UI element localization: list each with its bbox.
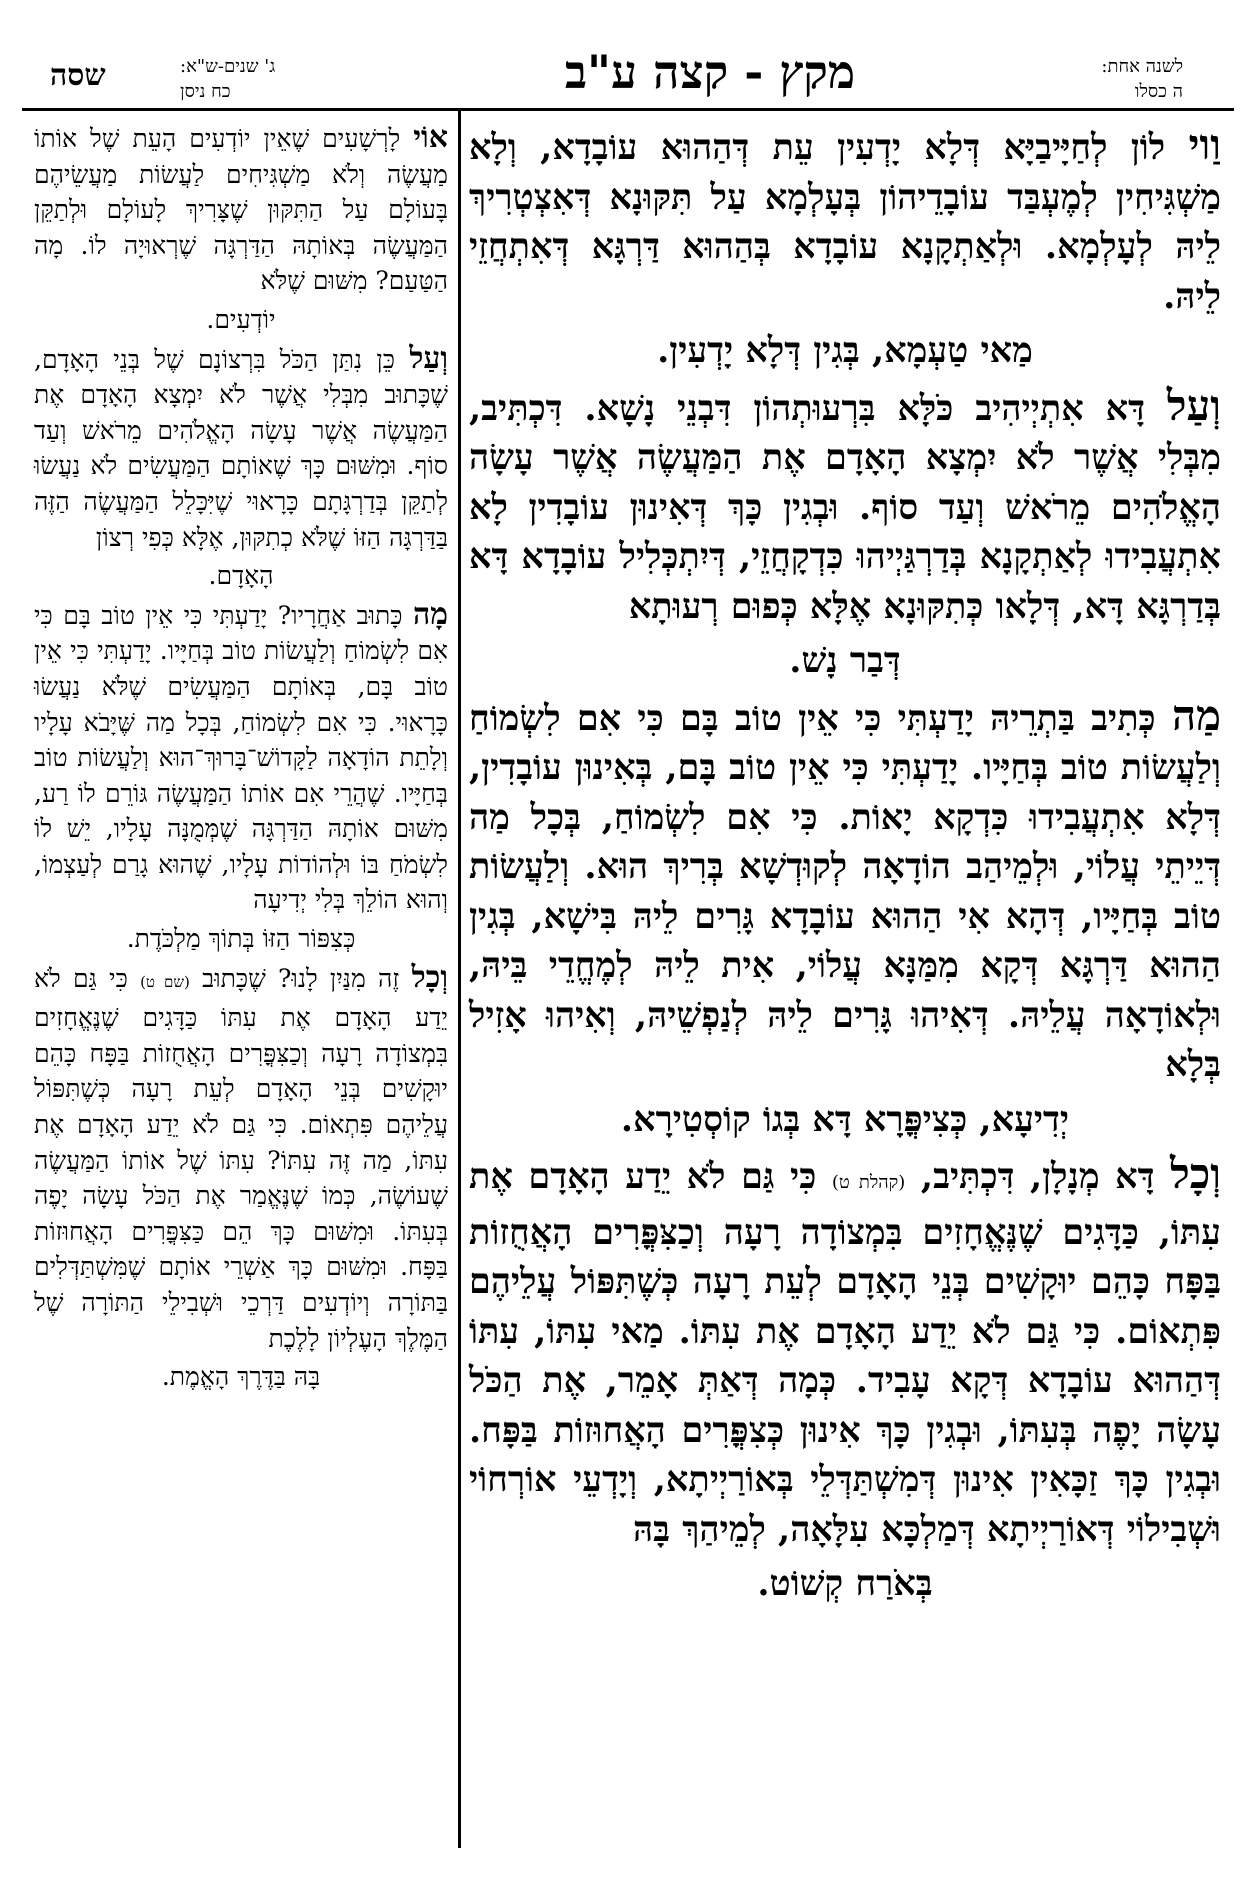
opening-word: וְעַל: [1166, 380, 1221, 430]
paragraph-closing-line: בָּהּ בַּדֶּרֶךְ הָאֱמֶת.: [161, 1362, 321, 1392]
main-paragraph: [469, 691, 1221, 1090]
main-paragraph: [469, 120, 1221, 321]
side-paragraph: [34, 597, 448, 918]
opening-word: וְכָל: [1170, 1149, 1221, 1198]
header-divider: [22, 108, 1234, 111]
paragraph-text: לוֹן לְחַיָּיבַיָּא דְּלָא יָדְעִין עֵת דְּהַהוּא עוֹבָדָא, וְלָא מַשְׁגִּיחִין לְמֶעְבַּד עוֹבָדֵיהוֹן בְּעָלְמָא עַל תִּקּוּנָא דְּאִצְטְרִיךְ לֵיהּ לְעָלְמָא. וּלְאַתְקָנָא עוֹבָדָא בְּהַהוּא דַּרְגָּא דְּאִתְחֲזֵי לֵיהּ.: [469, 127, 1221, 317]
header-one-year-date: ה כסלו: [1134, 80, 1183, 102]
header-right-dates: [993, 58, 1183, 108]
paragraph-closing-line: יְדִיעָא, כְּצִיפֳּרָא דָּא בְּגוֹ קוֹסְטִירָא.: [620, 1098, 1070, 1140]
paragraph-text: דָּא אִתְיְיהִיב כֹּלָּא בִּרְעוּתְהוֹן דִּבְנֵי נָשָׁא. דִּכְתִּיב, מִבְּלִי אֲשֶׁר לֹא יִמְצָא הָאָדָם אֶת הַמַּעֲשֶׂה אֲשֶׁר עָשָׂה הָאֱלֹהִים מֵרֹאשׁ וְעַד סוֹף. וּבְגִין כָּךְ דְּאִינוּן עוֹבָדִין לָא אִתְעֲבִידוּ לְאַתְקָנָא בְּדַרְגַּיְיהוּ כִּדְקָחֲזֵי, דְּיִתְכְּלִיל עוֹבָדָא דָּא בְּדַרְגָּא דָּא, דְּלָאו כְּתִקּוּנָא אֶלָּא כְּפוּם רְעוּתָא: [469, 387, 1221, 627]
page-number: שסה: [50, 58, 106, 93]
opening-word: וְכָל: [411, 959, 448, 995]
header-three-years-date: כח ניסן: [180, 80, 231, 102]
paragraph-closing-line: בְּאֹרַח קְשׁוֹט.: [757, 1563, 933, 1604]
main-column-aramaic: [469, 120, 1221, 1614]
main-paragraph: [469, 1149, 1221, 1554]
opening-word: מָה: [412, 596, 449, 632]
main-paragraph: [469, 381, 1221, 632]
paragraph-closing-line: דְּבַר נָשׁ.: [789, 640, 901, 681]
header-left-dates: [180, 58, 390, 108]
side-paragraph: [34, 341, 448, 556]
paragraph-text: כֵּן נִתַּן הַכֹּל בִּרְצוֹנָם שֶׁל בְּנֵי הָאָדָם, שֶׁכָּתוּב מִבְּלִי אֲשֶׁר לֹא יִמְצָא הָאָדָם אֶת הַמַּעֲשֶׂה אֲשֶׁר עָשָׂה הָאֱלֹהִים מֵרֹאשׁ וְעַד סוֹף. וּמִשּׁוּם כָּךְ שֶׁאוֹתָם הַמַּעֲשִׂים לֹא נַעֲשׂוּ לְתַקֵּן בְּדַרְגָּתָם כָּרָאוּי שֶׁיִּכָּלֵל הַמַּעֲשֶׂה הַזֶּה בַּדַּרְגָּה הַזּוֹ שֶׁלֹּא כְתִקּוּן, אֶלָּא כְּפִי רְצוֹן: [34, 344, 448, 552]
paragraph-text: כְּתִיב בַּתְרֵיהּ יָדַעְתִּי כִּי אֵין טוֹב בָּם כִּי אִם לִשְׂמוֹחַ וְלַעֲשׂוֹת טוֹב בְּחַיָּיו. יָדַעְתִּי כִּי אֵין טוֹב בָּם, בְּאִינוּן עוֹבָדִין, דְּלָא אִתְעֲבִידוּ כִּדְקָא יָאוֹת. כִּי אִם לִשְׂמוֹחַ, בְּכָל מַה דְּיֵיתֵי עֲלוֹי, וּלְמֵיהַב הוֹדָאָה לְקוּדְשָׁא בְּרִיךְ הוּא. וְלַעֲשׂוֹת טוֹב בְּחַיָּיו, דְּהָא אִי הַהוּא עוֹבָדָא גָּרִים לֵיהּ בִּישָׁא, בְּגִין הַהוּא דַּרְגָּא דְּקָא מִמַּנָּא עֲלוֹי, אִית לֵיהּ לְמֶחֱדֵי בֵּיהּ, וּלְאוֹדָאָה עֲלֵיהּ. דְּאִיהוּ גָּרִים לֵיהּ לְנַפְשֵׁיהּ, וְאִיהוּ אָזִיל בְּלָא: [469, 697, 1221, 1085]
opening-word: וְעַל: [409, 340, 448, 376]
side-paragraph: [34, 120, 448, 299]
verse-reference: (קהלת ט): [831, 1172, 906, 1193]
paragraph-closing-line: מַאי טַעְמָא, בְּגִין דְּלָא יָדְעִין.: [657, 330, 1033, 371]
paragraph-text: כִּי גַּם לֹא יֵדַע הָאָדָם אֶת עִתּוֹ, כַּדָּגִים שֶׁנֶּאֱחָזִים בִּמְצוֹדָה רָעָה וְכַצִּפֳּרִים הָאֲחֻזוֹת בַּפָּח כָּהֵם יוּקָשִׁים בְּנֵי הָאָדָם לְעֵת רָעָה כְּשֶׁתִּפּוֹל עֲלֵיהֶם פִּתְאוֹם. כִּי גַּם לֹא יֵדַע הָאָדָם אֶת עִתּוֹ. מַאי עִתּוֹ, עִתּוֹ דְּהַהוּא עוֹבָדָא דְּקָא עָבִיד. כְּמָה דְּאַתְּ אָמֵר, אֶת הַכֹּל עָשָׂה יָפֶה בְּעִתּוֹ, וּבְגִין כָּךְ אִינוּן כְּצִפֳּרִים הָאֲחוּזוֹת בַּפָּח. וּבְגִין כָּךְ זַכָּאִין אִינוּן דְּמִשְׁתַּדְּלֵי בְּאוֹרַיְיתָא, וְיָדְעֵי אוֹרְחוֹי וּשְׁבִילוֹי דְּאוֹרַיְיתָא דְּמַלְכָּא עִלָּאָה, לְמֵיהַךְ בָּהּ: [469, 1156, 1221, 1550]
paragraph-text: דָּא מְנָלָן, דִּכְתִּיב,: [920, 1156, 1155, 1197]
header-three-years-label: ג' שנים-ש"א:: [180, 56, 276, 77]
opening-word: אוֹי: [413, 120, 448, 155]
column-divider: [458, 108, 461, 1848]
verse-reference: (שם ט): [140, 972, 190, 991]
paragraph-closing-line: הָאָדָם.: [208, 561, 274, 591]
side-column-hebrew: [34, 120, 448, 1398]
header-one-year-label: לשנה אחת:: [1101, 56, 1183, 77]
paragraph-text: כִּי גַּם לֹא יֵדַע הָאָדָם אֶת עִתּוֹ כַּדָּגִים שֶׁנֶּאֱחָזִים בִּמְצוֹדָה רָעָה וְכַצִּפֳּרִים הָאֲחֻזוֹת בַּפָּח כָּהֵם יוּקָשִׁים בְּנֵי הָאָדָם לְעֵת רָעָה כְּשֶׁתִּפּוֹל עֲלֵיהֶם פִּתְאוֹם. כִּי גַּם לֹא יֵדַע הָאָדָם אֶת עִתּוֹ, מַה זֶּה עִתּוֹ? עִתּוֹ שֶׁל אוֹתוֹ הַמַּעֲשֶׂה שֶׁעוֹשֶׂה, כְּמוֹ שֶׁנֶּאֱמַר אֶת הַכֹּל עָשָׂה יָפֶה בְּעִתּוֹ. וּמִשּׁוּם כָּךְ הֵם כַּצִּפֳּרִים הָאֲחוּזוֹת בַּפָּח. וּמִשּׁוּם כָּךְ אַשְׁרֵי אוֹתָם שֶׁמִּשְׁתַּדְּלִים בַּתּוֹרָה וְיוֹדְעִים דַּרְכֵי וּשְׁבִילֵי הַתּוֹרָה שֶׁל הַמֶּלֶךְ הָעֶלְיוֹן לָלֶכֶת: [34, 963, 448, 1353]
paragraph-closing-line: יוֹדְעִים.: [206, 304, 276, 334]
side-paragraph: [34, 960, 448, 1357]
opening-word: מַה: [1171, 690, 1221, 740]
paragraph-text: כָּתוּב אַחֲרָיו? יָדַעְתִּי כִּי אֵין טוֹב בָּם כִּי אִם לִשְׂמוֹחַ וְלַעֲשׂוֹת טוֹב בְּחַיָּיו. יָדַעְתִּי כִּי אֵין טוֹב בָּם, בְּאוֹתָם הַמַּעֲשִׂים שֶׁלֹּא נַעֲשׂוּ כָּרָאוּי. כִּי אִם לִשְׂמוֹחַ, בְּכָל מַה שֶּׁיָּבֹא עָלָיו וְלָתֵת הוֹדָאָה לַקָּדוֹשׁ־בָּרוּךְ־הוּא וְלַעֲשׂוֹת טוֹב בְּחַיָּיו. שֶׁהֲרֵי אִם אוֹתוֹ הַמַּעֲשֶׂה גּוֹרֵם לוֹ רַע, מִשּׁוּם אוֹתָהּ הַדַּרְגָּה שֶׁמְּמֻנָּה עָלָיו, יֵשׁ לוֹ לִשְׂמֹחַ בּוֹ וּלְהוֹדוֹת עָלָיו, שֶׁהוּא גָרַם לְעַצְמוֹ, וְהוּא הוֹלֵךְ בְּלִי יְדִיעָה: [34, 600, 448, 915]
paragraph-closing-line: כְּצִפּוֹר הַזּוֹ בְּתוֹךְ מַלְכֹּדֶת.: [126, 924, 356, 954]
paragraph-text: זֶה מִנַּיִן לָנוּ? שֶׁכָּתוּב: [202, 963, 400, 993]
opening-word: וַוי: [1188, 120, 1221, 169]
page-title: מקץ - קצה ע"ב: [564, 45, 856, 99]
paragraph-text: לָרְשָׁעִים שֶׁאֵין יוֹדְעִים הָעֵת שֶׁל אוֹתוֹ מַעֲשֶׂה וְלֹא מַשְׁגִּיחִים לַעֲשׂוֹת מַעֲשֵׂיהֶם בָּעוֹלָם עַל הַתִּקּוּן שֶׁצָּרִיךְ לָעוֹלָם וּלְתַקֵּן הַמַּעֲשֶׂה בְּאוֹתָהּ הַדַּרְגָּה שֶׁרְאוּיָה לוֹ. מָה הַטַּעַם? מִשּׁוּם שֶׁלֹּא: [34, 124, 448, 296]
